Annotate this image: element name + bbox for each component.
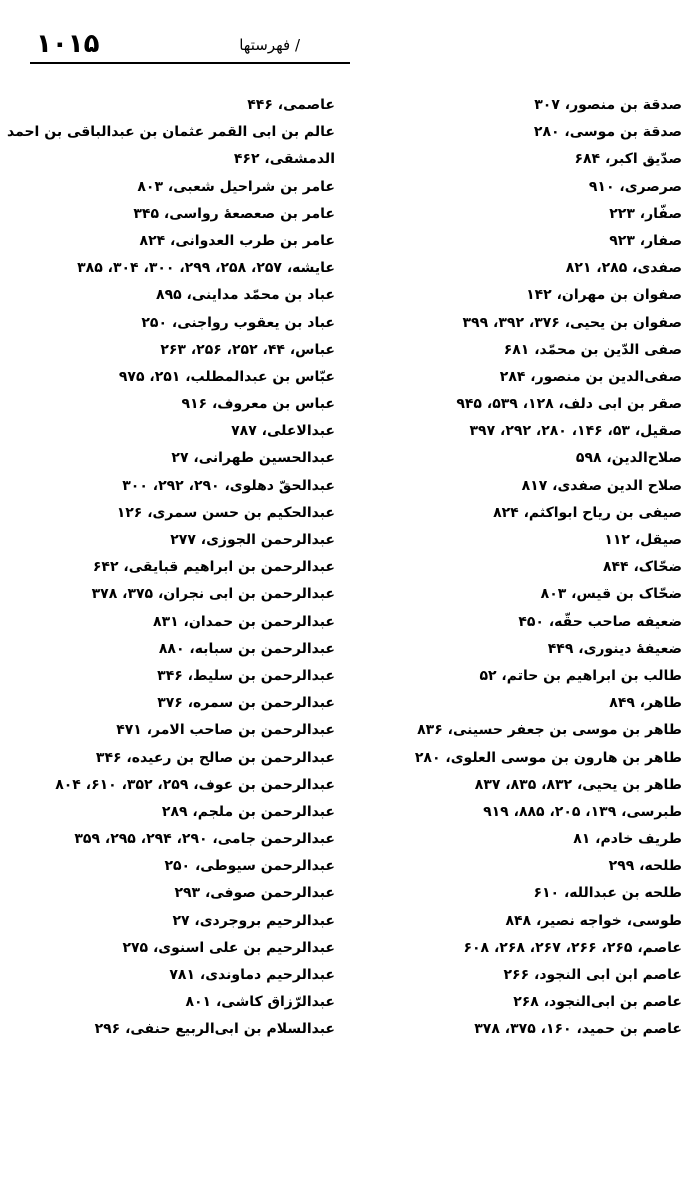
index-entry: صرصری، ۹۱۰: [588, 178, 682, 195]
index-entry: عباس، ۴۴، ۲۵۲، ۲۵۶، ۲۶۳: [160, 341, 335, 358]
index-entry: صلاح‌الدین، ۵۹۸: [575, 450, 682, 467]
index-entry: عاصم بن حمید، ۱۶۰، ۳۷۵، ۳۷۸: [474, 1021, 682, 1038]
index-entry: صفّار، ۲۲۳: [609, 205, 682, 222]
index-entry: طاهر بن موسی بن جعفر حسینی، ۸۳۶: [417, 722, 682, 739]
running-title: / فهرستها: [239, 36, 300, 54]
index-column-right: [382, 92, 682, 1044]
index-entry: ضعیفهٔ دینوری، ۴۴۹: [547, 640, 682, 657]
index-entry: عامر بن صعصعهٔ رواسی، ۳۴۵: [133, 205, 335, 222]
index-entry: عبدالرّزاق کاشی، ۸۰۱: [185, 994, 335, 1011]
index-entry: طوسی، خواجه نصیر، ۸۴۸: [505, 912, 682, 929]
index-column-left: [0, 92, 335, 1044]
index-entry: صفوان بن مهران، ۱۴۲: [526, 287, 682, 304]
index-entry: عبدالرحمن بن عوف، ۲۵۹، ۳۵۲، ۶۱۰، ۸۰۴: [55, 776, 335, 793]
page-number: ۱۰۱۵: [36, 29, 100, 59]
index-entry: عبدالرحمن بن صاحب الامر، ۴۷۱: [116, 722, 335, 739]
index-entry: طاهر بن هارون بن موسی العلوی، ۲۸۰: [414, 749, 682, 766]
index-entry: عبدالرحمن بن ملجم، ۲۸۹: [161, 803, 335, 820]
index-entry: عبدالرحمن بن صالح بن رعیده، ۳۴۶: [95, 749, 335, 766]
index-entry: عاصم بن ابی‌النجود، ۲۶۸: [513, 994, 682, 1011]
index-entry: عاصم، ۲۶۵، ۲۶۶، ۲۶۷، ۲۶۸، ۶۰۸: [463, 939, 682, 956]
index-entry: عباد بن یعقوب رواجنی، ۲۵۰: [141, 314, 335, 331]
index-entry: عایشه، ۲۵۷، ۲۵۸، ۲۹۹، ۳۰۰، ۳۰۴، ۳۸۵: [77, 260, 335, 277]
index-entry: عبّاس بن عبدالمطلب، ۲۵۱، ۹۷۵: [118, 368, 335, 385]
index-entry: طریف خادم، ۸۱: [573, 831, 682, 848]
index-entry: طبرسی، ۱۳۹، ۲۰۵، ۸۸۵، ۹۱۹: [483, 803, 682, 820]
index-entry: عبدالرحمن بن ابراهیم قبایقی، ۶۴۲: [92, 559, 335, 576]
index-entry: عالم بن ابی القمر عثمان بن عبدالباقی بن احمد: [6, 124, 335, 141]
index-entry: عبدالرحمن صوفی، ۲۹۳: [174, 885, 335, 902]
index-entry: عاصمی، ۴۴۶: [247, 97, 335, 113]
index-entry: طالب بن ابراهیم بن حاتم، ۵۲: [479, 667, 682, 684]
index-entry: عبدالرحمن بن ابی نجران، ۳۷۵، ۳۷۸: [91, 586, 335, 603]
index-entry: عبدالرحیم بن علی اسنوی، ۲۷۵: [122, 939, 335, 956]
index-entry: صیفی بن ریاح ابواکثم، ۸۲۴: [493, 504, 682, 521]
index-entry: صفار، ۹۲۳: [609, 232, 682, 249]
index-entry: عبدالحسین طهرانی، ۲۷: [171, 450, 335, 467]
index-entry: طاهر بن یحیی، ۸۳۲، ۸۳۵، ۸۳۷: [474, 776, 682, 793]
index-entry: صفی الدّین بن محمّد، ۶۸۱: [503, 341, 682, 358]
page-header: [30, 28, 350, 64]
index-entry: عبدالرحمن بن سمره، ۳۷۶: [157, 695, 335, 712]
index-entry: ضحّاک بن قیس، ۸۰۳: [540, 586, 682, 603]
index-entry: طلحه بن عبدالله، ۶۱۰: [533, 885, 682, 902]
header-rule: [30, 62, 350, 64]
index-entry: ضعیفه صاحب حقّه، ۴۵۰: [518, 613, 682, 630]
index-entry: عبدالحکیم بن حسن سمری، ۱۲۶: [116, 504, 335, 521]
index-entry: صقر بن ابی دلف، ۱۲۸، ۵۳۹، ۹۴۵: [456, 396, 682, 413]
index-entry: عبدالرحیم بروجردی، ۲۷: [172, 912, 335, 929]
index-entry: عبدالرحمن بن سلیط، ۳۴۶: [157, 667, 335, 684]
index-entry: عاصم ابن ابی النجود، ۲۶۶: [503, 967, 682, 983]
index-entry: عبدالرحمن جامی، ۲۹۰، ۲۹۴، ۲۹۵، ۳۵۹: [74, 831, 335, 848]
index-entry: عباس بن معروف، ۹۱۶: [181, 396, 335, 413]
index-entry: عامر بن شراحیل شعبی، ۸۰۳: [137, 178, 335, 195]
index-entry: صدقة بن منصور، ۳۰۷: [534, 97, 682, 113]
index-entry: عامر بن طرب العدوانی، ۸۲۴: [139, 232, 335, 249]
index-entry: عبدالرحمن بن سبابه، ۸۸۰: [158, 640, 335, 657]
index-entry: صفی‌الدین بن منصور، ۲۸۴: [499, 368, 682, 385]
index-entry: طلحه، ۲۹۹: [608, 858, 682, 875]
index-entry: صقیل، ۵۳، ۱۴۶، ۲۸۰، ۲۹۲، ۳۹۷: [469, 423, 682, 440]
index-entry: عبدالسلام بن ابی‌الربیع حنفی، ۲۹۶: [94, 1021, 335, 1038]
index-entry: عبدالرحمن سیوطی، ۲۵۰: [164, 858, 335, 875]
index-entry: صفدی، ۲۸۵، ۸۲۱: [565, 260, 682, 277]
index-entry: عبدالرحیم دماوندی، ۷۸۱: [169, 967, 335, 983]
index-entry: الدمشقی، ۴۶۲: [233, 151, 335, 168]
index-entry: صلاح الدین صفدی، ۸۱۷: [521, 477, 682, 494]
index-entry: صیقل، ۱۱۲: [604, 532, 682, 548]
index-entry: عبدالرحمن بن حمدان، ۸۳۱: [153, 613, 335, 630]
index-entry: ضحّاک، ۸۴۴: [602, 559, 682, 576]
index-entry: صفوان بن یحیی، ۳۷۶، ۳۹۲، ۳۹۹: [462, 314, 682, 331]
index-entry: صدّیق اکبر، ۶۸۴: [574, 151, 682, 168]
index-entry: عبدالرحمن الجوزی، ۲۷۷: [170, 532, 335, 548]
index-entry: عبدالحقّ دهلوی، ۲۹۰، ۲۹۲، ۳۰۰: [122, 477, 335, 494]
index-entry: صدقة بن موسى، ۲۸۰: [533, 124, 682, 141]
index-entry: طاهر، ۸۴۹: [609, 695, 682, 712]
index-entry: عباد بن محمّد مداینی، ۸۹۵: [156, 287, 335, 304]
index-entry: عبدالاعلی، ۷۸۷: [231, 423, 335, 440]
